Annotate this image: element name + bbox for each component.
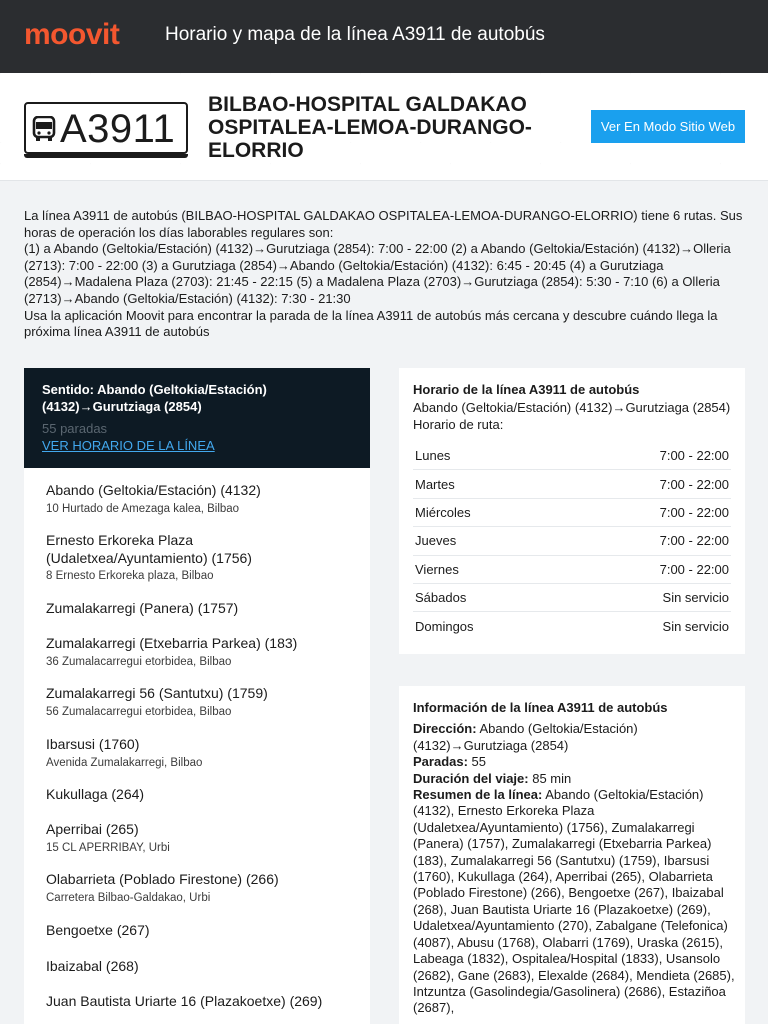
schedule-hours: Sin servicio <box>662 619 729 635</box>
schedule-day: Lunes <box>415 448 451 464</box>
schedule-title: Horario de la línea A3911 de autobús <box>413 382 640 397</box>
list-item[interactable] <box>46 685 356 718</box>
stop-name: Abando (Geltokia/Estación) (4132) <box>46 482 261 498</box>
description-app: Usa la aplicación Moovit para encontrar la parada de la línea A3911 de autobús más cercana y descubre cuándo llega la próxima línea A3911 de autobús <box>24 307 718 340</box>
web-view-button[interactable]: Ver En Modo Sitio Web <box>591 110 745 143</box>
stop-address: Carretera Bilbao-Galdakao, Urbi <box>46 891 211 904</box>
table-row <box>413 527 731 555</box>
stop-address: 8 Ernesto Erkoreka plaza, Bilbao <box>46 570 214 582</box>
stop-name: Ernesto Erkoreka Plaza (Udaletxea/Ayuntamiento) (1756) <box>46 532 252 566</box>
direction-stops-count: 55 paradas <box>42 421 108 436</box>
list-item[interactable] <box>46 786 356 804</box>
stop-name: Bengoetxe (267) <box>46 922 150 938</box>
stop-name: Ibarsusi (1760) <box>46 736 140 752</box>
stop-address: 15 CL APERRIBAY, Urbi <box>46 841 170 854</box>
schedule-hours: 7:00 - 22:00 <box>659 504 729 520</box>
schedule-subtitle: Abando (Geltokia/Estación) (4132)→Gurutziaga (2854) Horario de ruta: <box>413 400 731 432</box>
list-item[interactable] <box>46 922 356 940</box>
info-summary-label: Resumen de la línea: <box>413 787 543 803</box>
table-row <box>413 556 731 584</box>
stop-name: Zumalakarregi (Etxebarria Parkea) (183) <box>46 635 298 651</box>
line-info-content <box>413 700 735 1017</box>
moovit-logo[interactable]: moovit <box>24 18 120 51</box>
table-row <box>413 612 731 640</box>
line-name: BILBAO-HOSPITAL GALDAKAO OSPITALEA-LEMOA-DURANGO-ELORRIO <box>208 93 532 162</box>
list-item[interactable] <box>46 958 356 976</box>
schedule-hours: 7:00 - 22:00 <box>659 533 729 549</box>
schedule-day: Domingos <box>415 619 474 635</box>
stop-name: Aperribai (265) <box>46 821 139 837</box>
info-direction-value: Abando (Geltokia/Estación) (4132)→Gurutziaga (2854) <box>413 721 638 753</box>
info-summary <box>413 787 735 1017</box>
info-direction-label: Dirección: <box>413 721 477 737</box>
stop-address: 36 Zumalacarregui etorbidea, Bilbao <box>46 655 232 668</box>
stop-name: Kukullaga (264) <box>46 786 145 802</box>
bus-icon <box>32 116 56 142</box>
table-row <box>413 470 731 498</box>
info-summary-value: Abando (Geltokia/Estación) (4132), Ernesto Erkoreka Plaza (Udaletxea/Ayuntamiento) (1756), Zumalakarregi (Panera) (1757), Zumalakarregi (Etxebarria Parkea) (183), Zumalakarregi 56 (Santutxu) (1759), Ibarsusi (1760), Kukullaga (264), Aperribai (265), Olabarrieta (Poblado Firestone) (266), Bengoetxe (267), Ibaizabal (268), Juan Bautista Uriarte 16 (Plazakoetxe) (269), Udaletxea/Ayuntamiento (270), Zabalgane (Telefonica) (4087), Abusu (1768), Olabarri (1769), Uraska (2615), Labeaga (1832), Ospitalea/Hospital (1833), Usansolo (2682), Gane (2683), Elexalde (2684), Mendieta (2685), Intzuntza (Gasolindegia/Gasolinera) (2686), Estaziñoa (2687), <box>413 787 735 1016</box>
stop-address: Avenida Zumalakarregi, Bilbao <box>46 756 203 769</box>
stop-name: Ibaizabal (268) <box>46 958 139 974</box>
info-stops-label: Paradas: <box>413 754 468 770</box>
schedule-hours: 7:00 - 22:00 <box>659 561 729 577</box>
info-direction <box>413 721 735 754</box>
stop-address: 56 Zumalacarregui etorbidea, Bilbao <box>46 705 232 718</box>
list-item[interactable] <box>46 482 356 515</box>
line-header <box>0 73 768 181</box>
direction-title: Sentido: Abando (Geltokia/Estación) (4132)→Gurutziaga (2854) <box>42 382 267 414</box>
page-title: Horario y mapa de la línea A3911 de autobús <box>165 24 545 45</box>
schedule-table <box>413 442 731 641</box>
list-item[interactable] <box>46 600 356 618</box>
list-item[interactable] <box>46 532 356 582</box>
schedule-day: Jueves <box>415 533 457 549</box>
stop-name: Olabarrieta (Poblado Firestone) (266) <box>46 871 279 887</box>
line-number: A3911 <box>60 107 176 151</box>
info-title: Información de la línea A3911 de autobús <box>413 700 668 715</box>
schedule-hours: 7:00 - 22:00 <box>659 448 729 464</box>
stops-panel <box>24 368 370 1024</box>
stop-address: 10 Hurtado de Amezaga kalea, Bilbao <box>46 502 240 515</box>
stop-name: Zumalakarregi 56 (Santutxu) (1759) <box>46 685 268 701</box>
description-routes: (1) a Abando (Geltokia/Estación) (4132)→Gurutziaga (2854): 7:00 - 22:00 (2) a Abando (Geltokia/Estación) (4132)→Olleria (2713): 7:00 - 22:00 (3) a Gurutziaga (2854)→Abando (Geltokia/Estación) (4132): 6:45 - 20:45 (4) a Gurutziaga (2854)→Madalena Plaza (2703): 21:45 - 22:15 (5) a Madalena Plaza (2703)→Gurutziaga (2854): 5:30 - 7:10 (6) a Olleria (2713)→Abando (Geltokia/Estación) (4132): 7:30 - 21:30 <box>24 241 731 306</box>
description-intro: La línea A3911 de autobús (BILBAO-HOSPITAL GALDAKAO OSPITALEA-LEMOA-DURANGO-ELORRIO) tiene 6 rutas. Sus horas de operación los días laborables regulares son: <box>24 208 743 240</box>
info-duration <box>413 771 735 787</box>
table-row <box>413 442 731 470</box>
stop-name: Juan Bautista Uriarte 16 (Plazakoetxe) (269) <box>46 993 323 1009</box>
table-row <box>413 584 731 612</box>
schedule-panel <box>399 368 745 654</box>
list-item[interactable] <box>46 635 356 668</box>
list-item[interactable] <box>46 993 356 1011</box>
list-item[interactable] <box>46 871 356 904</box>
info-duration-value: 85 min <box>532 770 572 786</box>
list-item[interactable] <box>46 821 356 854</box>
line-info-panel <box>399 686 745 1024</box>
info-stops-value: 55 <box>471 754 487 770</box>
schedule-day: Sábados <box>415 590 467 606</box>
schedule-hours: 7:00 - 22:00 <box>659 476 729 492</box>
top-bar <box>0 0 768 73</box>
schedule-day: Miércoles <box>415 504 471 520</box>
list-item[interactable] <box>46 736 356 769</box>
schedule-day: Viernes <box>415 561 459 577</box>
stop-name: Zumalakarregi (Panera) (1757) <box>46 600 239 616</box>
schedule-hours: Sin servicio <box>662 590 729 606</box>
info-stops <box>413 754 735 770</box>
info-duration-label: Duración del viaje: <box>413 770 529 786</box>
schedule-day: Martes <box>415 476 455 492</box>
direction-box <box>24 368 370 468</box>
line-badge <box>24 102 188 154</box>
table-row <box>413 499 731 527</box>
line-description <box>24 208 746 341</box>
view-schedule-link[interactable]: VER HORARIO DE LA LÍNEA <box>42 438 215 453</box>
